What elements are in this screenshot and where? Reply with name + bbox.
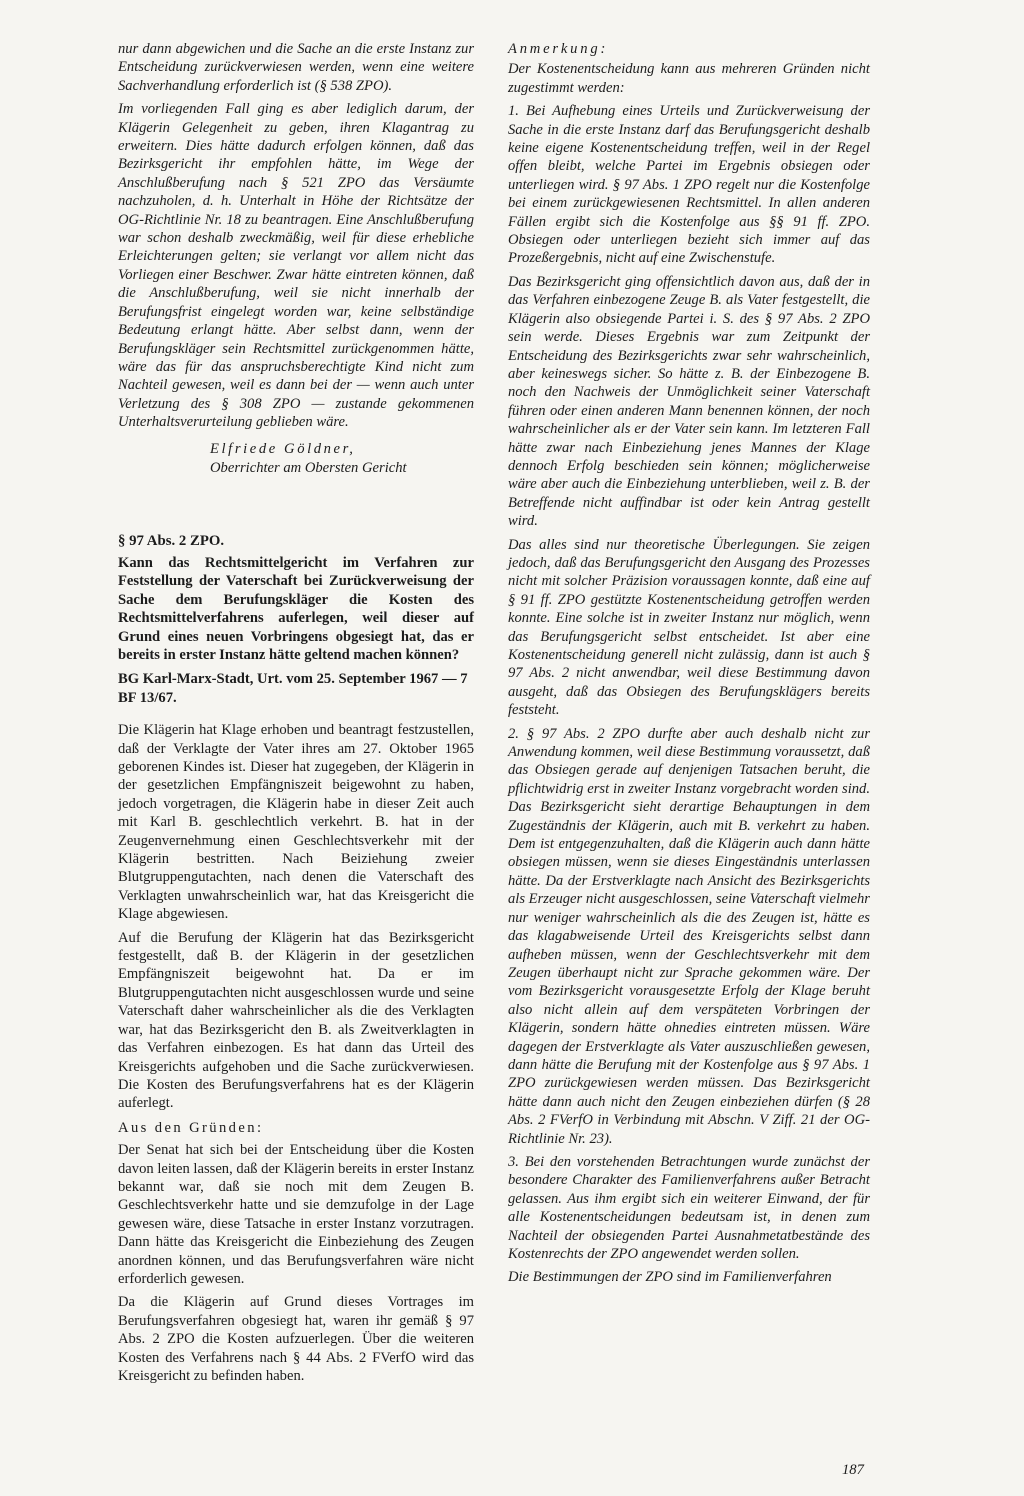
annotation-point-3: 3. Bei den vorstehenden Betrachtungen wurde zunächst der besondere Charakter des Familienverfahrens außer Betracht gelassen. Aus ihm ergibt sich ein weiterer Einwand, der für alle Kostenentscheidungen bedeutsam ist, in denen zum Nachteil der obsiegenden Partei Ausnahmetatbestände des Kostenrechts der ZPO angewendet werden sollen. (508, 1153, 870, 1262)
leitsatz: Kann das Rechtsmittelgericht im Verfahren zur Feststellung der Vaterschaft bei Zurückverweisung der Sache dem Berufungskläger die Kosten des Rechtsmittelverfahrens auferlegen, weil dieser auf Grund eines neuen Vorbringens obgesiegt hat, das er bereits in erster Instanz hätte geltend machen können? (118, 554, 474, 663)
reasons-paragraph-1: Der Senat hat sich bei der Entscheidung über die Kosten davon leiten lassen, daß der Klägerin bereits in erster Instanz bekannt war, daß sie noch mit dem Zeugen B. Geschlechtsverkehr hatte und sie demzufolge in der Lage gewesen wäre, diese Tatsache in erster Instanz vorzutragen. Dann hätte das Kreisgericht die Einbeziehung des Zeugen anordnen können, und das Berufungsverfahren wäre nicht erforderlich gewesen. (118, 1142, 474, 1287)
left-column (118, 40, 474, 1390)
right-column (508, 40, 870, 1292)
signature-name: Elfriede Göldner, (210, 440, 356, 457)
signature-title: Oberrichter am Obersten Gericht (210, 459, 407, 476)
left-continuation: nur dann abgewichen und die Sache an die erste Instanz zur Entscheidung zurückverwiesen werden, wenn eine weitere Sachverhandlung erforderlich ist (§ 538 ZPO). (118, 41, 474, 94)
signature (210, 440, 474, 478)
annotation-closing: Die Bestimmungen der ZPO sind im Familienverfahren (508, 1269, 832, 1286)
reasons-heading: Aus den Gründen: (118, 1119, 264, 1136)
left-paragraph-2: Im vorliegenden Fall ging es aber lediglich darum, der Klägerin Gelegenheit zu geben, ihren Klagantrag zu erweitern. Dies hätte dadurch erfolgen können, daß das Bezirksgericht ihr empfohlen hätte, im Wege der Anschlußberufung nach § 521 ZPO das Versäumte nachzuholen, d. h. Unterhalt in Höhe der Richtsätze der OG-Richtlinie Nr. 18 zu beantragen. Eine Anschlußberufung war schon deshalb zweckmäßig, weil für diese erhebliche Erleichterungen gelten; sie verlangt vor allem nicht das Vorliegen einer Beschwer. Zwar hätte eintreten können, daß die Anschlußberufung, weil sie nicht innerhalb der Berufungsfrist eingelegt worden war, keine selbständige Bedeutung erlangt hätte. Aber selbst dann, wenn der Berufungskläger sein Rechtsmittel zurückgenommen hätte, wäre das für das anspruchsberechtigte Kind nicht zum Nachteil gewesen, weil es dann bei der — wenn auch unter Verletzung des § 308 ZPO — zustande gekommenen Unterhaltsverurteilung geblieben wäre. (118, 101, 474, 431)
annotation-intro: Der Kostenentscheidung kann aus mehreren Gründen nicht zugestimmt werden: (508, 61, 870, 96)
annotation-point-2: 2. § 97 Abs. 2 ZPO durfte aber auch deshalb nicht zur Anwendung kommen, weil diese Bestimmung voraussetzt, daß das Obsiegen gerade auf denjenigen Tatsachen beruht, die pflichtwidrig erst in zweiter Instanz vorgebracht worden sind. Das Bezirksgericht sieht derartige Behauptungen in dem Zugeständnis der Klägerin, auch mit B. verkehrt zu haben. Dem ist entgegenzuhalten, daß die Klägerin auch dann hätte obsiegen müssen, wenn sie dieses Eingeständnis unterlassen hätte. Da der Erstverklagte nach Ansicht des Bezirksgerichts als Erzeuger nicht ausgeschlossen, seine Vaterschaft vielmehr nur weniger wahrscheinlich als die des Zeugen ist, hätte es das klagabweisende Urteil des Kreisgerichts selbst dann aufheben müssen, wenn der Geschlechtsverkehr mit dem Zeugen überhaupt nicht zur Sprache gekommen wäre. Der vom Bezirksgericht vorausgesetzte Erfolg der Klage beruht also nicht allein auf dem verspäteten Vorbringen der Klägerin, sondern hätte ohnedies eintreten müssen. Wäre dagegen der Erstverklagte als Vater auszuschließen gewesen, dann hätte die Berufung mit der Kostenfolge aus § 97 Abs. 1 ZPO zurückgewiesen werden müssen. Das Bezirksgericht hätte dann auch nicht den Zeugen einbeziehen dürfen (§ 28 Abs. 2 FVerfO in Verbindung mit Abschn. V Ziff. 21 der OG-Richtlinie Nr. 23). (508, 725, 870, 1147)
annotation-heading: Anmerkung: (508, 41, 609, 57)
facts-paragraph-2: Auf die Berufung der Klägerin hat das Bezirksgericht festgestellt, daß B. der Klägerin in der gesetzlichen Empfängniszeit beigewohnt hat. Da er im Blutgruppengutachten nicht ausgeschlossen wurde und seine Vaterschaft daher wahrscheinlicher als die des Verklagten war, hat das Bezirksgericht den B. als Zweitverklagten in das Verfahren einbezogen. Es hat dann das Urteil des Kreisgerichts aufgehoben und die Sache zurückverwiesen. Die Kosten des Berufungsverfahrens hat es der Klägerin auferlegt. (118, 929, 474, 1112)
reasons-paragraph-2: Da die Klägerin auf Grund dieses Vortrages im Berufungsverfahren obgesiegt hat, waren ihr gemäß § 97 Abs. 2 ZPO die Kosten aufzuerlegen. Über die weiteren Kosten des Verfahrens nach § 44 Abs. 2 FVerfO wird das Kreisgericht zu befinden haben. (118, 1294, 474, 1384)
case-heading: § 97 Abs. 2 ZPO. (118, 532, 225, 549)
annotation-point-1c: Das alles sind nur theoretische Überlegungen. Sie zeigen jedoch, daß das Berufungsgericht den Ausgang des Prozesses nicht mit solcher Präzision voraussagen konnte, daß eine auf § 91 ff. ZPO gestützte Kostenentscheidung getroffen werden konnte. Eine solche ist in zweiter Instanz nur möglich, wenn das Berufungsgericht selbst entscheidet. Ist aber eine Kostenentscheidung generell nicht zulässig, dann ist auch § 97 Abs. 2 nicht anwendbar, weil diese Bestimmung davon ausgeht, daß das Obsiegen des Berufungsklägers bereits feststeht. (508, 536, 870, 719)
court-citation: BG Karl-Marx-Stadt, Urt. vom 25. September 1967 — 7 BF 13/67. (118, 671, 468, 706)
annotation-point-1b: Das Bezirksgericht ging offensichtlich davon aus, daß der in das Verfahren einbezogene Zeuge B. als Vater festgestellt, die Klägerin also obsiegende Partei i. S. des § 97 Abs. 2 ZPO sein werde. Dieses Ergebnis war zum Zeitpunkt der Entscheidung des Bezirksgerichts zwar sehr wahrscheinlich, aber keineswegs sicher. So hätte z. B. der Einbezogene B. noch den Nachweis der Unmöglichkeit seiner Vaterschaft führen oder einen anderen Mann benennen können, der noch wahrscheinlicher als er der Vater sein kann. Im letzteren Fall hätte zwar nach Einbeziehung jenes Mannes der Klage dennoch Erfolg beschieden sein können; möglicherweise wäre aber auch die Einbeziehung unterblieben, weil z. B. der Betreffende nicht auffindbar ist oder kein Antrag gestellt wird. (508, 273, 870, 530)
page-number: 187 (842, 1462, 864, 1478)
annotation-point-1: 1. Bei Aufhebung eines Urteils und Zurückverweisung der Sache in die erste Instanz darf das Berufungsgericht deshalb keine eigene Kostenentscheidung treffen, weil in der Regel offen bleibt, welche Partei im Ergebnis obsiegen oder unterliegen wird. § 97 Abs. 1 ZPO regelt nur die Kostenfolge bei einem zurückgewiesenen Rechtsmittel. In allen anderen Fällen ergibt sich die Kostenfolge aus §§ 91 ff. ZPO. Obsiegen oder unterliegen bezieht sich immer auf das Prozeßergebnis, nicht auf eine Zwischenstufe. (508, 103, 870, 267)
facts-paragraph-1: Die Klägerin hat Klage erhoben und beantragt festzustellen, daß der Verklagte der Vater ihres am 27. Oktober 1965 geborenen Kindes ist. Dieser hat zugegeben, der Klägerin in der gesetzlichen Empfängniszeit beigewohnt zu haben, jedoch vorgetragen, die Klägerin habe in dieser Zeit auch mit Karl B. geschlechtlich verkehrt. B. hat in der Zeugenvernehmung einen Geschlechtsverkehr mit der Klägerin bestritten. Nach Beiziehung zweier Blutgruppengutachten, nach denen die Vaterschaft des Verklagten unwahrscheinlich war, hat das Kreisgericht die Klage abgewiesen. (118, 722, 474, 923)
